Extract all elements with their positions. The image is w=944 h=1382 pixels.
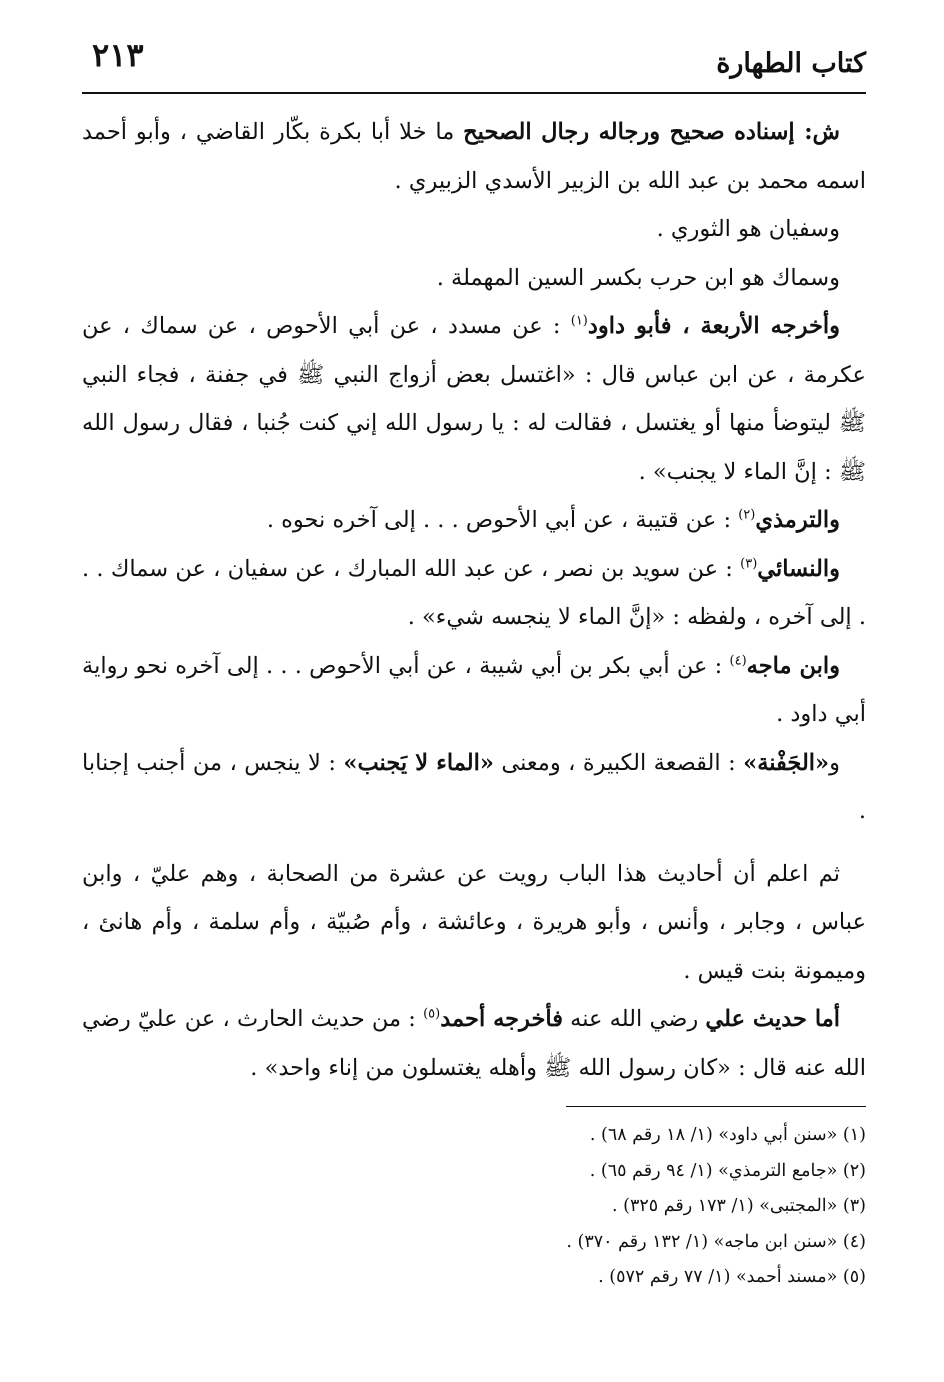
paragraph-1-lead: ش: إسناده صحيح ورجاله رجال الصحيح (463, 119, 840, 145)
paragraph-8 (82, 739, 866, 836)
paragraph-8-mid: : القصعة الكبيرة ، ومعنى (493, 749, 744, 776)
footnote-ref-5[interactable]: (٥) (423, 1006, 441, 1022)
paragraph-8-term: «الجَفْنة» (743, 749, 830, 776)
paragraph-5-text: : عن قتيبة ، عن أبي الأحوص . . . إلى آخره نحوه . (266, 507, 739, 533)
footnote-divider (566, 1106, 866, 1107)
paragraph-6-lead: والنسائي (757, 555, 840, 582)
main-text (82, 108, 866, 1092)
paragraph-4 (82, 302, 866, 496)
paragraph-4-lead: وأخرجه الأربعة ، فأبو داود (587, 313, 841, 339)
paragraph-1-text: ما خلا أبا بكرة بكّار القاضي ، وأبو أحمد اسمه محمد بن عبد الله بن الزبير الأسدي الزبيري . (82, 119, 866, 194)
paragraph-6-text: : عن سويد بن نصر ، عن عبد الله المبارك ، عن سفيان ، عن سماك . . . إلى آخره ، ولفظه : «إنَّ الماء لا ينجسه شيء» . (82, 555, 866, 630)
paragraph-7 (82, 642, 866, 739)
paragraph-6 (82, 545, 866, 642)
footnote-3: (٣) «المجتبى» (١/ ١٧٣ رقم ٣٢٥) . (611, 1196, 866, 1216)
paragraph-4-text: : عن مسدد ، عن أبي الأحوص ، عن سماك ، عن عكرمة ، عن ابن عباس قال : «اغتسل بعض أزواج النبي ﷺ في جفنة ، فجاء النبي ﷺ ليتوضأ منها أو يغتسل ، فقالت له : يا رسول الله إني كنت جُنبا ، فقال رسول الله ﷺ : إنَّ الماء لا يجنب» . (82, 313, 866, 485)
page-number: ٢١٣ (92, 36, 144, 74)
footnotes (82, 1118, 866, 1296)
footnote-ref-2[interactable]: (٢) (738, 507, 756, 523)
paragraph-7-lead: وابن ماجه (746, 652, 840, 679)
paragraph-10-lead-2: فأخرجه أحمد (440, 1006, 563, 1032)
paragraph-8-term-2: «الماء لا يَجنب» (343, 749, 494, 776)
footnote-2: (٢) «جامع الترمذي» (١/ ٩٤ رقم ٦٥) . (589, 1160, 866, 1181)
paragraph-10 (82, 995, 866, 1092)
footnote-1: (١) «سنن أبي داود» (١/ ١٨ رقم ٦٨) . (589, 1125, 866, 1145)
footnote-4: (٤) «سنن ابن ماجه» (١/ ١٣٢ رقم ٣٧٠) . (566, 1231, 866, 1252)
chapter-title: كتاب الطهارة (716, 48, 866, 79)
paragraph-2: وسفيان هو الثوري . (656, 216, 840, 242)
paragraph-10-honor: رضي الله عنه (562, 1006, 706, 1032)
paragraph-10-text: : من حديث الحارث ، عن عليّ رضي الله عنه قال : «كان رسول الله ﷺ وأهله يغتسلون من إناء واحد» . (82, 1006, 866, 1081)
paragraph-8-text: : لا ينجس ، من أجنب إجنابا . (82, 749, 866, 824)
paragraph-10-lead: أما حديث علي (705, 1006, 840, 1032)
paragraph-9: ثم اعلم أن أحاديث هذا الباب رويت عن عشرة من الصحابة ، وهم عليّ ، وابن عباس ، وجابر ، وأنس ، وأبو هريرة ، وعائشة ، وأم صُبيّة ، وأم سلمة ، وأم هانئ ، وميمونة بنت قيس . (82, 860, 866, 984)
footnote-5: (٥) «مسند أحمد» (١/ ٧٧ رقم ٥٧٢) . (598, 1267, 866, 1287)
paragraph-5 (82, 496, 866, 545)
footnote-ref-1[interactable]: (١) (570, 313, 588, 329)
footnote-ref-3[interactable]: (٣) (740, 556, 758, 571)
paragraph-3: وسماك هو ابن حرب بكسر السين المهملة . (436, 264, 840, 291)
paragraph-7-text: : عن أبي بكر بن أبي شيبة ، عن أبي الأحوص . . . إلى آخره نحو رواية أبي داود . (82, 652, 866, 727)
page-header (82, 30, 866, 94)
footnote-ref-4[interactable]: (٤) (729, 653, 747, 668)
paragraph-8-pre: و (829, 749, 840, 776)
paragraph-5-lead: والترمذي (755, 507, 840, 533)
paragraph-1 (82, 108, 866, 205)
